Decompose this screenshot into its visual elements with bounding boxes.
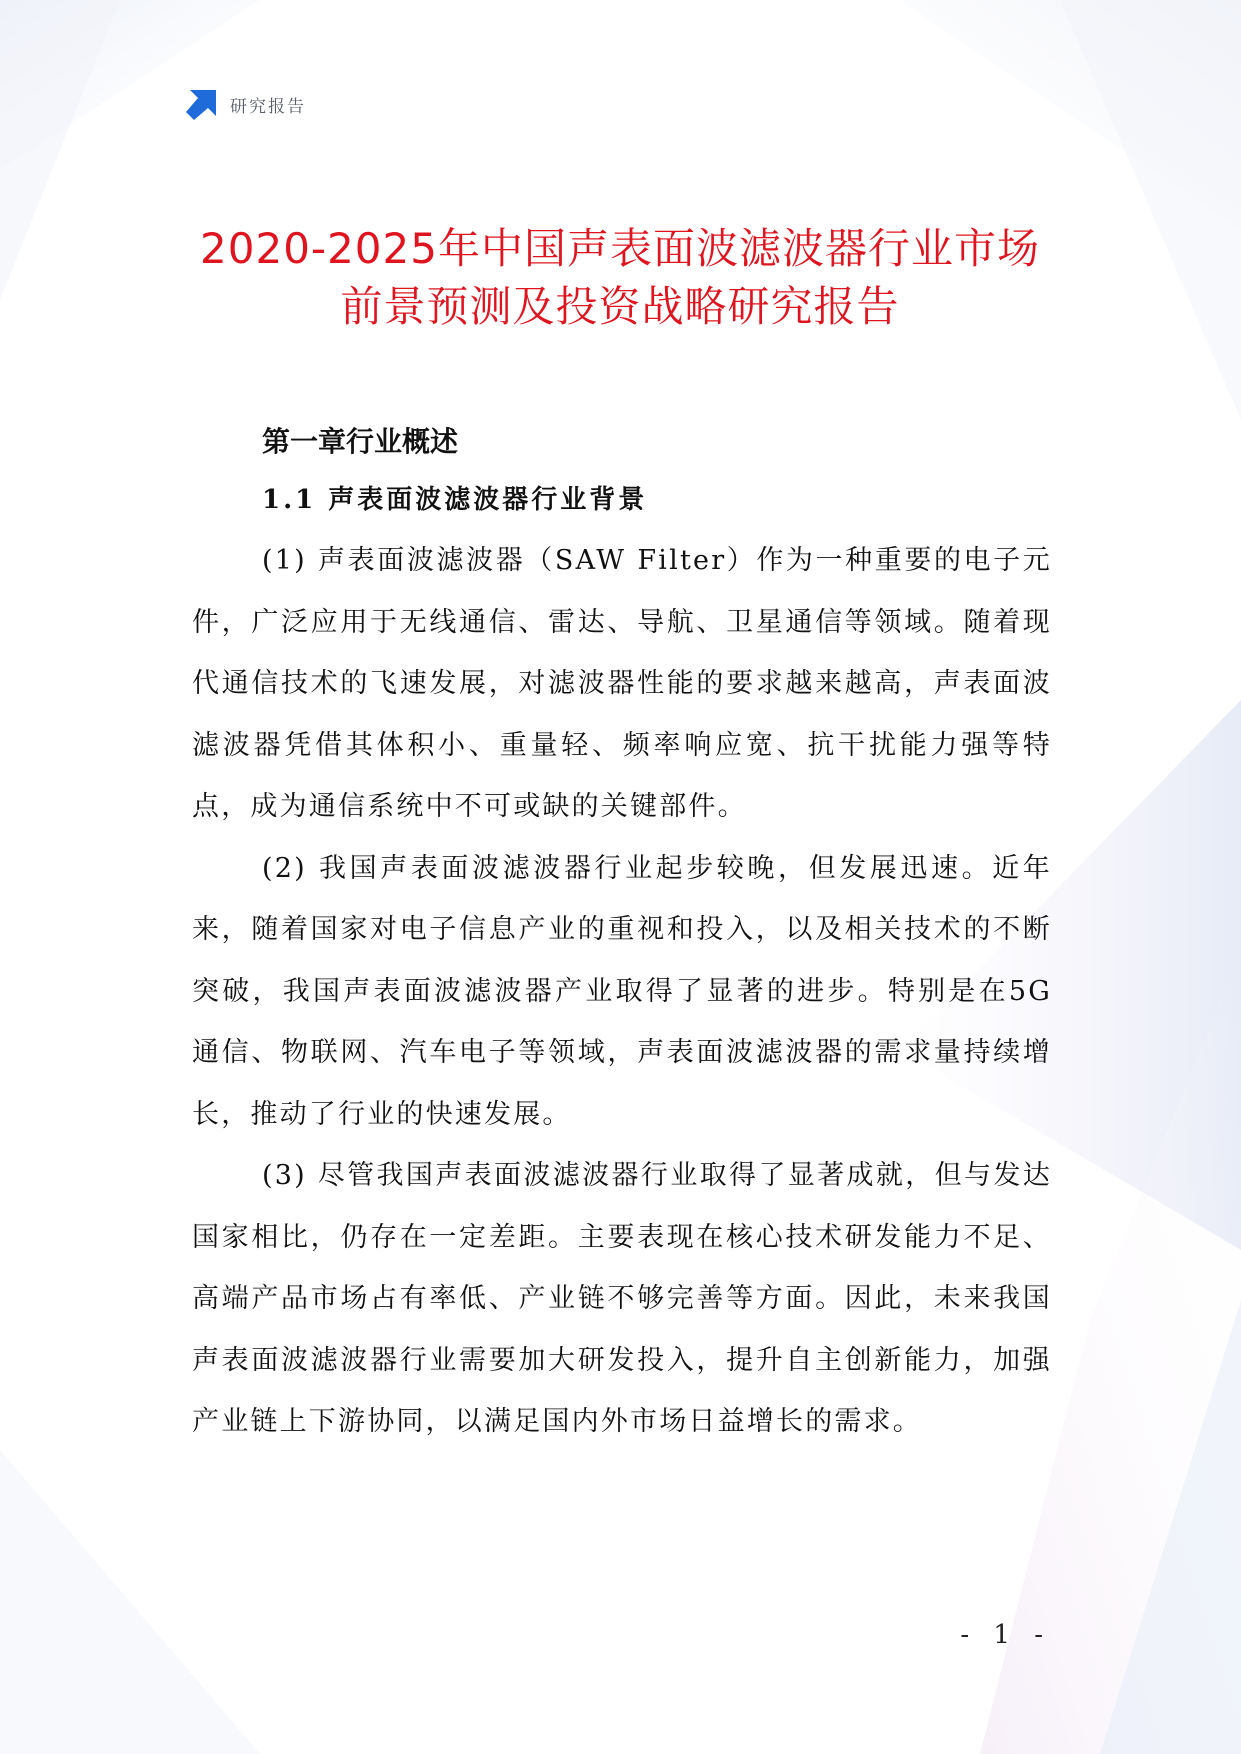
report-header [186, 88, 306, 120]
report-title [120, 220, 1120, 336]
section-heading: 1.1 声表面波滤波器行业背景 [262, 485, 648, 515]
chapter-heading: 第一章行业概述 [262, 425, 459, 458]
page-number: - 1 - [960, 1620, 1051, 1650]
diagonal-arrow-icon [186, 88, 218, 120]
title-line-1: 2020-2025年中国声表面波滤波器行业市场 [200, 224, 1040, 273]
paragraph-3: (3) 尽管我国声表面波滤波器行业取得了显著成就，但与发达国家相比，仍存在一定差距。主要表现在核心技术研发能力不足、高端产品市场占有率低、产业链不够完善等方面。因此，未来我国声表面波滤波器行业需要加大研发投入，提升自主创新能力，加强产业链上下游协同，以满足国内外市场日益增长的需求。 [192, 1160, 1052, 1437]
header-label: 研究报告 [230, 96, 306, 117]
paragraph-1: (1) 声表面波滤波器（SAW Filter）作为一种重要的电子元件，广泛应用于无线通信、雷达、导航、卫星通信等领域。随着现代通信技术的飞速发展，对滤波器性能的要求越来越高，声表面波滤波器凭借其体积小、重量轻、频率响应宽、抗干扰能力强等特点，成为通信系统中不可或缺的关键部件。 [192, 545, 1052, 822]
title-line-2: 前景预测及投资战略研究报告 [340, 282, 900, 331]
paragraph-2: (2) 我国声表面波滤波器行业起步较晚，但发展迅速。近年来，随着国家对电子信息产业的重视和投入，以及相关技术的不断突破，我国声表面波滤波器产业取得了显著的进步。特别是在5G通信、物联网、汽车电子等领域，声表面波滤波器的需求量持续增长，推动了行业的快速发展。 [192, 852, 1052, 1130]
document-body [192, 414, 1052, 1453]
